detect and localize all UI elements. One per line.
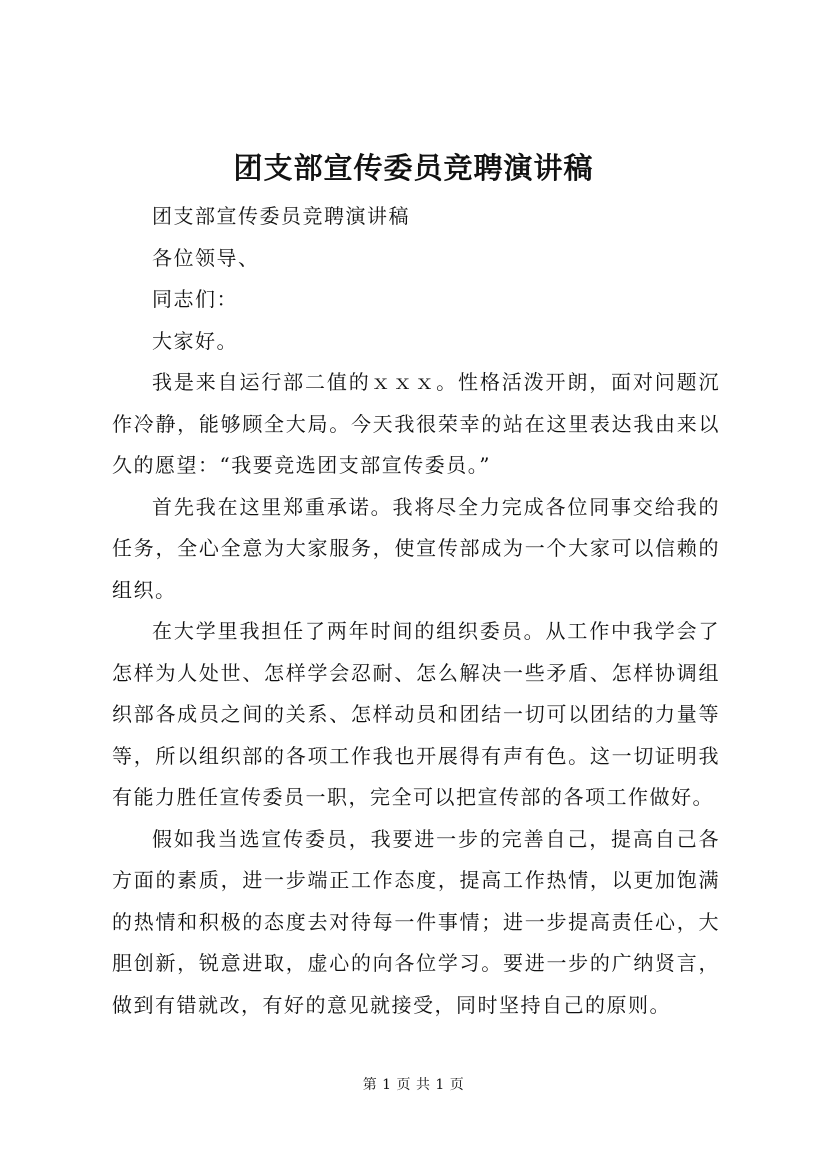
paragraph-salutation-leaders: 各位领导、 bbox=[152, 245, 260, 270]
paragraph-promise: 首先我在这里郑重承诺。我将尽全力完成各位同事交给我的任务，全心全意为大家服务，使宣传部成为一个大家可以信赖的组织。 bbox=[112, 494, 720, 602]
paragraph-introduction: 我是来自运行部二值的ｘｘｘ。性格活泼开朗，面对问题沉作冷静，能够顾全大局。今天我很荣幸的站在这里表达我由来以久的愿望：“我要竞选团支部宣传委员。” bbox=[112, 370, 720, 477]
paragraph-greeting: 大家好。 bbox=[152, 328, 238, 353]
paragraph-subtitle: 团支部宣传委员竞聘演讲稿 bbox=[152, 204, 410, 228]
page-footer: 第 1 页 共 1 页 bbox=[362, 1077, 465, 1093]
paragraph-salutation-comrades: 同志们： bbox=[152, 287, 238, 311]
document-body bbox=[112, 196, 720, 1026]
paragraph-plan: 假如我当选宣传委员，我要进一步的完善自己，提高自己各方面的素质，进一步端正工作态度，提高工作热情，以更加饱满的热情和积极的态度去对待每一件事情；进一步提高责任心，大胆创新，锐意进取，虚心的向各位学习。要进一步的广纳贤言，做到有错就改，有好的意见就接受，同时坚持自己的原则。 bbox=[112, 826, 720, 1017]
document-title: 团支部宣传委员竞聘演讲稿 bbox=[233, 151, 594, 185]
paragraph-experience: 在大学里我担任了两年时间的组织委员。从工作中我学会了怎样为人处世、怎样学会忍耐、怎么解决一些矛盾、怎样协调组织部各成员之间的关系、怎样动员和团结一切可以团结的力量等等，所以组织部的各项工作我也开展得有声有色。这一切证明我有能力胜任宣传委员一职，完全可以把宣传部的各项工作做好。 bbox=[112, 619, 720, 809]
